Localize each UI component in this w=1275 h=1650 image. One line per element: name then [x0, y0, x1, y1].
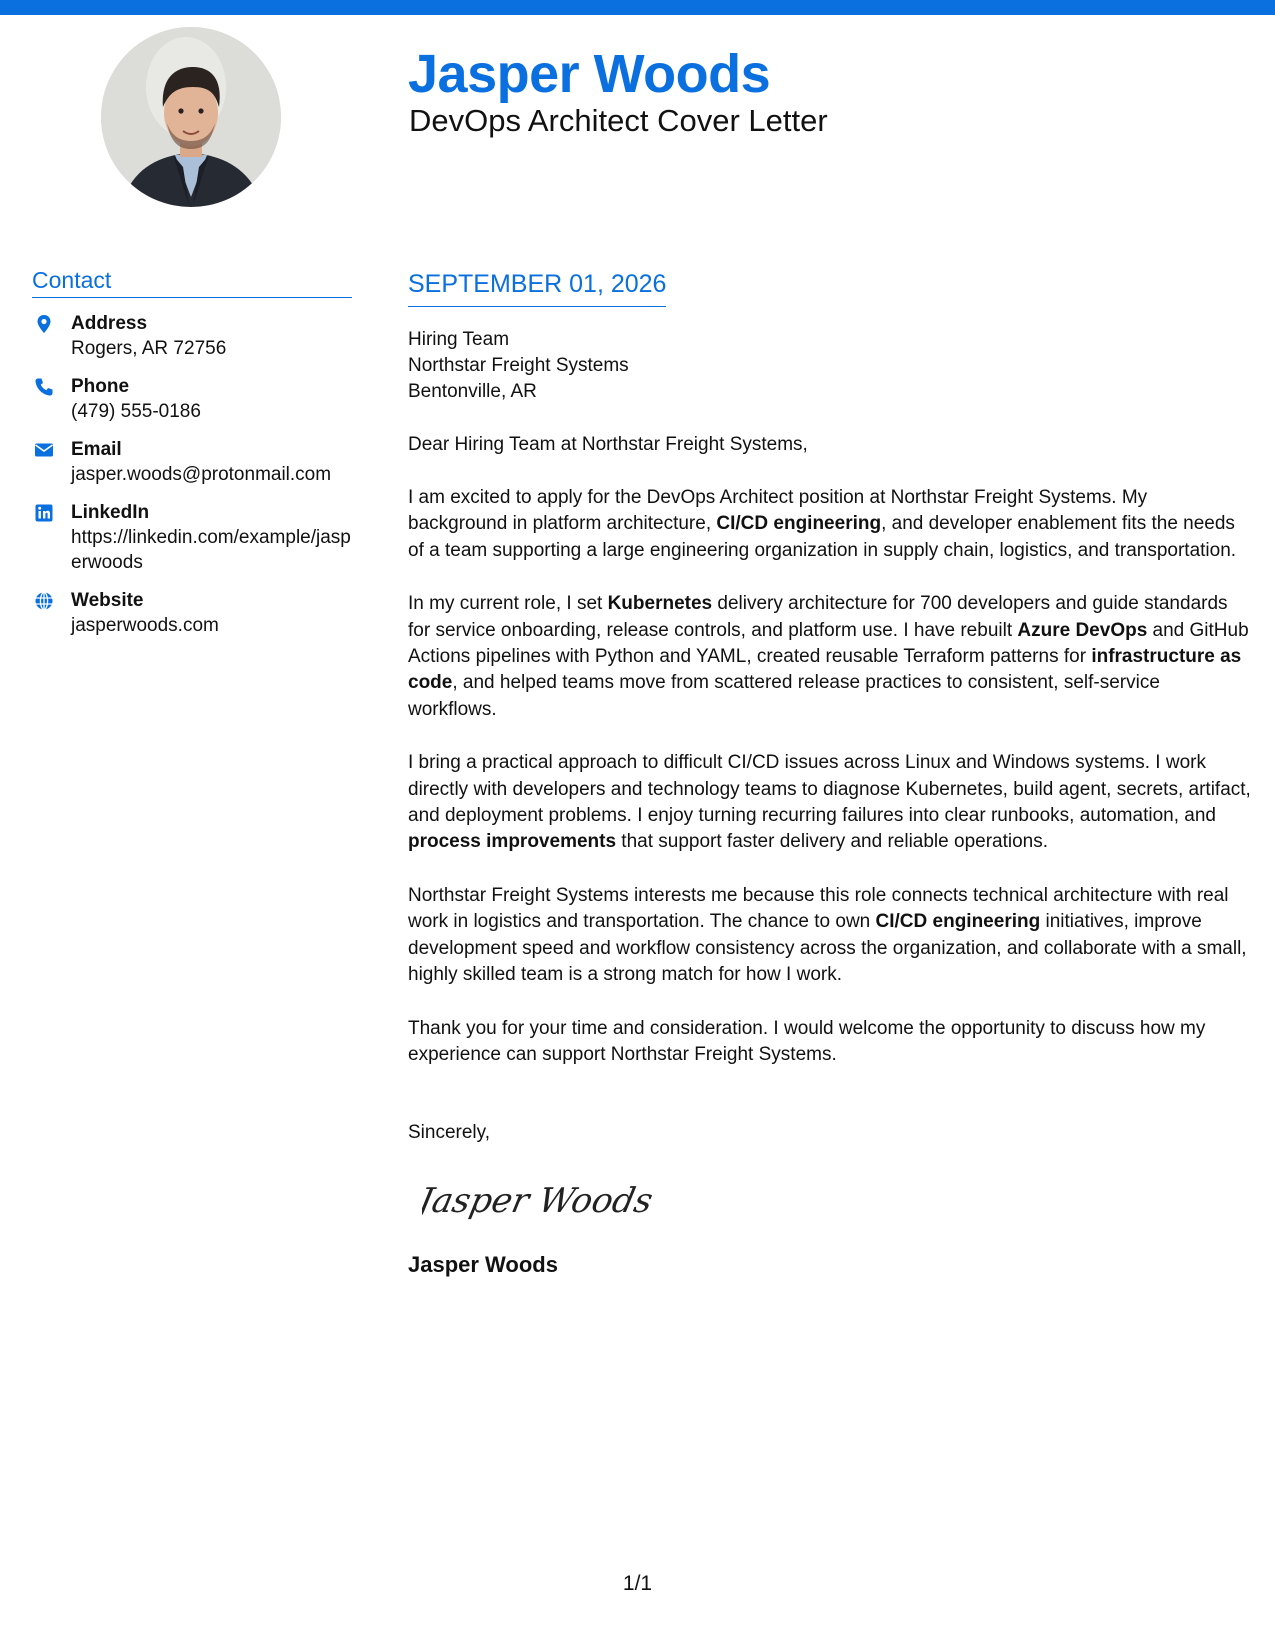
paragraph-text: In my current role, I set	[408, 593, 608, 615]
emphasis-text: Azure DevOps	[1017, 619, 1148, 641]
emphasis-text: Kubernetes	[607, 593, 713, 615]
closing: Sincerely,	[408, 1122, 491, 1144]
contact-label: Address	[71, 313, 148, 334]
paragraph-text: , and developer enablement fits the needs of a team supporting a large engineering organization in supply chain, logistics, and transportation.	[408, 513, 1237, 561]
letter-paragraph	[408, 485, 1251, 564]
contact-heading: Contact	[32, 265, 352, 298]
contact-label: Website	[71, 590, 144, 611]
recipient-line: Hiring Team	[408, 329, 510, 350]
letter-body	[408, 268, 1251, 1279]
paragraph-text: that support faster delivery and reliable operations.	[616, 831, 1049, 853]
contact-item-linkedin	[32, 501, 352, 575]
contact-value: (479) 555-0186	[71, 401, 201, 422]
letter-date: SEPTEMBER 01, 2026	[408, 270, 667, 298]
letter-paragraph	[408, 591, 1251, 723]
contact-value: Rogers, AR 72756	[71, 338, 227, 359]
contact-item-address	[32, 312, 352, 361]
contact-value: https://linkedin.com/example/jasperwoods	[71, 527, 351, 573]
email-icon	[34, 440, 54, 460]
emphasis-text: infrastructure as code	[408, 646, 1242, 694]
paragraph-text: delivery architecture for 700 developers and guide standards for service onboarding, release controls, and platform use. I have rebuilt	[408, 593, 1228, 641]
letter-paragraph	[408, 883, 1251, 989]
handwritten-signature	[422, 1168, 662, 1228]
signature-text: Jasper Woods	[422, 1181, 657, 1222]
emphasis-text: CI/CD engineering	[875, 911, 1041, 933]
globe-icon	[34, 591, 54, 611]
contact-item-website	[32, 589, 352, 638]
letter-paragraph	[408, 1016, 1251, 1069]
phone-icon	[34, 377, 54, 397]
paragraph-text: Northstar Freight Systems interests me because this role connects technical architecture with real work in logistics and transportation. The chance to own	[408, 884, 1229, 933]
profile-photo	[101, 27, 281, 207]
paragraph-text: Thank you for your time and consideration. I would welcome the opportunity to discuss how my experience can support Northstar Freight Systems.	[408, 1017, 1206, 1065]
letter-date-block	[408, 268, 666, 307]
contact-sidebar	[32, 265, 352, 638]
signer-name: Jasper Woods	[408, 1252, 558, 1278]
paragraph-text: and GitHub Actions pipelines with Python and YAML, created reusable Terraform patterns for	[408, 619, 1249, 668]
paragraph-text: , and helped teams move from scattered release practices to consistent, self-service workflows.	[408, 672, 1160, 720]
page-number: 1/1	[622, 1572, 653, 1595]
top-accent-bar	[0, 0, 1275, 15]
document-subtitle: DevOps Architect Cover Letter	[409, 103, 828, 138]
contact-label: LinkedIn	[71, 502, 150, 523]
recipient-line: Bentonville, AR	[408, 381, 537, 402]
emphasis-text: process improvements	[408, 831, 617, 853]
paragraph-text: I am excited to apply for the DevOps Architect position at Northstar Freight Systems. My background in platform architecture,	[408, 487, 1148, 535]
location-pin-icon	[34, 314, 54, 334]
applicant-name: Jasper Woods	[408, 44, 771, 104]
paragraph-text: I bring a practical approach to difficult CI/CD issues across Linux and Windows systems. I work directly with developers and technology teams to diagnose Kubernetes, build agent, secrets, artifact, and deployment problems. I enjoy turning recurring failures into clear runbooks, automation, and	[408, 752, 1251, 827]
emphasis-text: CI/CD engineering	[716, 513, 882, 535]
contact-value: jasperwoods.com	[71, 615, 219, 636]
linkedin-icon	[34, 503, 54, 523]
letter-paragraphs	[408, 485, 1251, 1068]
recipient-line: Northstar Freight Systems	[408, 355, 629, 376]
contact-item-email	[32, 438, 352, 487]
paragraph-text: initiatives, improve development speed and workflow consistency across the organization, and collaborate with a small, highly skilled team is a strong match for how I work.	[408, 911, 1247, 986]
contact-value: jasper.woods@protonmail.com	[71, 464, 332, 485]
salutation: Dear Hiring Team at Northstar Freight Systems,	[408, 434, 808, 455]
letter-paragraph	[408, 750, 1251, 856]
contact-label: Phone	[71, 376, 130, 397]
contact-label: Email	[71, 439, 122, 460]
contact-item-phone	[32, 375, 352, 424]
recipient-block	[408, 327, 1251, 405]
